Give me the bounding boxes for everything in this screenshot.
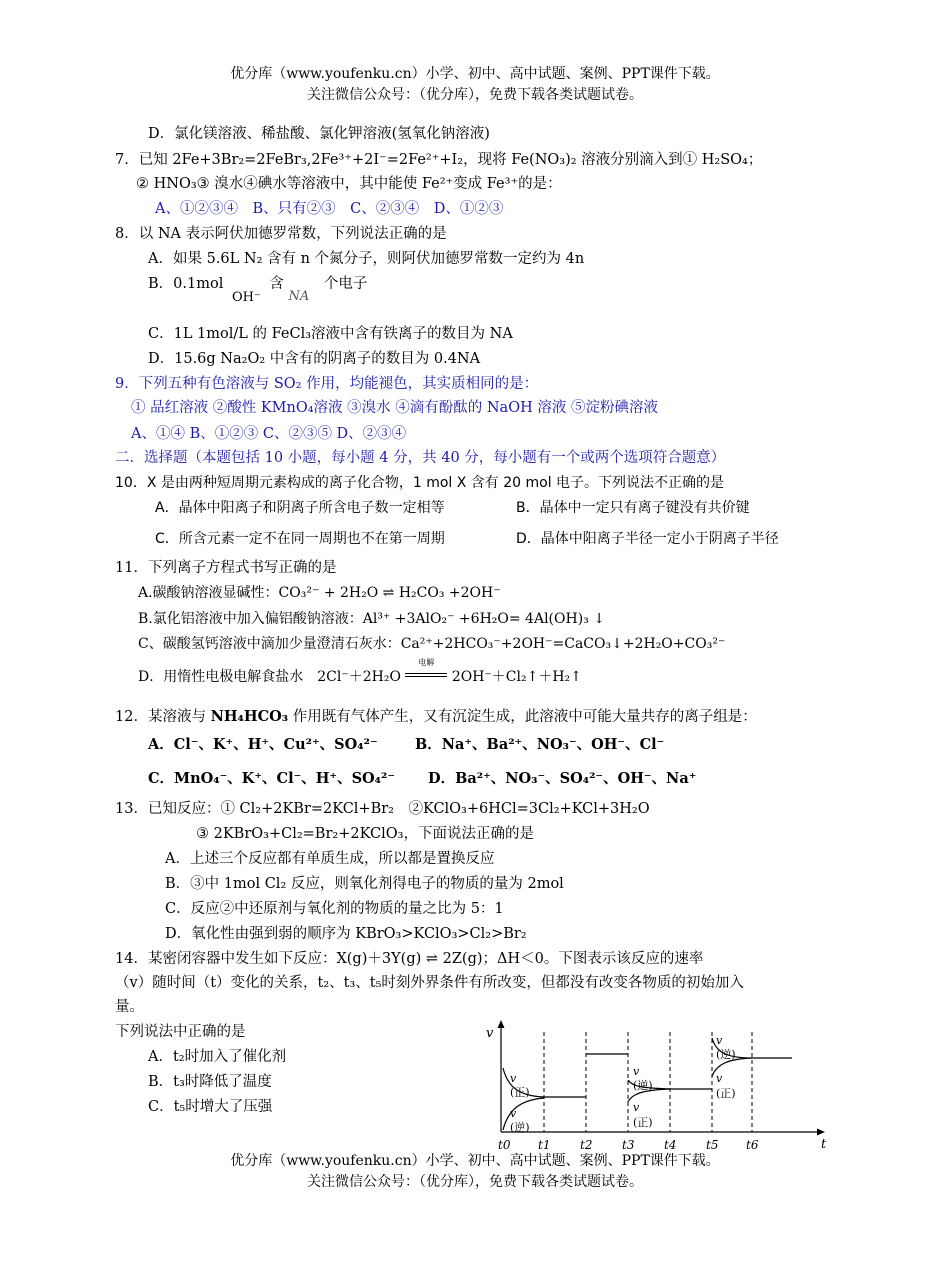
- q10-option-a: A．晶体中阳离子和阴离子所含电子数一定相等: [155, 500, 445, 516]
- footer-line-2: 关注微信公众号：（优分库），免费下载各类试题试卷。: [307, 1174, 643, 1190]
- label-v-forward-3: v: [716, 1072, 723, 1085]
- q9-options: A、①④ B、①②③ C、②③⑤ D、②③④: [131, 426, 407, 442]
- q8-option-d: D．15.6g Na₂O₂ 中含有的阴离子的数目为 0.4NA: [148, 351, 481, 367]
- q10-option-d: D．晶体中阳离子半径一定小于阴离子半径: [516, 531, 779, 547]
- label-v-forward-2: v: [633, 1101, 640, 1114]
- q11-option-d-post: 2OH⁻＋Cl₂↑＋H₂↑: [451, 669, 582, 685]
- q14-option-c: C．t₅时增大了压强: [148, 1099, 273, 1115]
- label-ni-1: (逆): [510, 1121, 530, 1134]
- q8-option-b-mid: 含: [269, 276, 284, 292]
- q10-stem: 10．X 是由两种短周期元素构成的离子化合物，1 mol X 含有 20 mol 电子。下列说法不正确的是: [115, 475, 725, 491]
- tick-t6: t6: [746, 1138, 759, 1152]
- q8-na-formula: NA: [288, 289, 310, 304]
- y-axis-label: v: [486, 1026, 494, 1041]
- q12-stem-pre: 12．某溶液与: [115, 709, 211, 725]
- x-axis-label: t: [821, 1137, 827, 1152]
- q7-line-2: ② HNO₃③ 溴水④碘水等溶液中，其中能使 Fe²⁺变成 Fe³⁺的是：: [136, 176, 562, 192]
- q14-line-3: 量。: [115, 999, 144, 1015]
- tick-t1: t1: [538, 1138, 551, 1152]
- q6-option-d: D．氯化镁溶液、稀盐酸、氯化钾溶液(氢氧化钠溶液): [148, 126, 490, 142]
- q12-option-b: B．Na⁺、Ba²⁺、NO₃⁻、OH⁻、Cl⁻: [415, 736, 665, 753]
- tick-t3: t3: [622, 1138, 635, 1152]
- q14-line-1: 14．某密闭容器中发生如下反应：X(g)＋3Y(g) ⇌ 2Z(g)；ΔH＜0。下图表示该反应的速率: [115, 951, 704, 967]
- q13-option-b: B．③中 1mol Cl₂ 反应，则氧化剂得电子的物质的量为 2mol: [165, 876, 564, 892]
- label-v-forward-1: v: [510, 1072, 517, 1085]
- q11-option-a: A.碳酸钠溶液显碱性：CO₃²⁻ + 2H₂O ⇌ H₂CO₃ +2OH⁻: [138, 585, 501, 601]
- q12-option-a: A．Cl⁻、K⁺、H⁺、Cu²⁺、SO₄²⁻: [148, 736, 378, 753]
- x-axis-arrow-icon: [817, 1129, 825, 1136]
- q7-options: A、①②③④ B、只有②③ C、②③④ D、①②③: [155, 201, 504, 217]
- q10-option-c: C．所含元素一定不在同一周期也不在第一周期: [155, 531, 445, 547]
- label-v-reverse-1: v: [510, 1107, 517, 1120]
- q9-items: ① 品红溶液 ②酸性 KMnO₄溶液 ③溴水 ④滴有酚酞的 NaOH 溶液 ⑤淀粉碘溶液: [131, 400, 658, 416]
- q11-option-d: [138, 658, 582, 687]
- q8-oh-formula: OH⁻: [231, 290, 261, 305]
- q9-stem: 9．下列五种有色溶液与 SO₂ 作用，均能褪色，其实质相同的是：: [115, 376, 539, 392]
- q8-option-b-pre: B．0.1mol: [148, 276, 224, 292]
- q11-electrolysis-label: 电解: [418, 658, 435, 667]
- q13-option-c: C．反应②中还原剂与氧化剂的物质的量之比为 5：1: [165, 901, 504, 917]
- footer-line-1: 优分库（www.youfenku.cn）小学、初中、高中试题、案例、PPT课件下载。: [230, 1153, 720, 1169]
- q14-option-a: A．t₂时加入了催化剂: [148, 1049, 287, 1065]
- q8-option-b-post: 个电子: [323, 276, 368, 292]
- tick-t0: t0: [498, 1138, 511, 1152]
- q11-option-c: C、碳酸氢钙溶液中滴加少量澄清石灰水：Ca²⁺+2HCO₃⁻+2OH⁻=CaCO₃↓+2H₂O+CO₃²⁻: [138, 636, 726, 652]
- section-2-title: 二．选择题（本题包括 10 小题，每小题 4 分，共 40 分，每小题有一个或两个选项符合题意）: [115, 450, 726, 466]
- q8-option-a: A．如果 5.6L N₂ 含有 n 个氮分子，则阿伏加德罗常数一定约为 4n: [148, 251, 585, 267]
- header-line-1: 优分库（www.youfenku.cn）小学、初中、高中试题、案例、PPT课件下载。: [230, 66, 720, 82]
- q12-option-c: C．MnO₄⁻、K⁺、Cl⁻、H⁺、SO₄²⁻: [148, 770, 396, 787]
- tick-t2: t2: [580, 1138, 593, 1152]
- label-v-reverse-3: v: [716, 1034, 723, 1047]
- q13-option-a: A．上述三个反应都有单质生成，所以都是置换反应: [165, 851, 495, 867]
- q12-stem-post: 作用既有气体产生，又有沉淀生成，此溶液中可能大量共存的离子组是：: [288, 709, 757, 725]
- q7-line-1: 7．已知 2Fe+3Br₂=2FeBr₃,2Fe³⁺+2I⁻=2Fe²⁺+I₂，现将 Fe(NO₃)₂ 溶液分别滴入到① H₂SO₄；: [115, 152, 763, 168]
- q14-ask: 下列说法中正确的是: [115, 1024, 246, 1040]
- q11-option-d-pre: D．用惰性电极电解食盐水 2Cl⁻＋2H₂O: [138, 669, 401, 685]
- label-zheng-2: (正): [633, 1116, 653, 1129]
- y-axis-arrow-icon: [498, 1020, 505, 1028]
- q10-option-b: B．晶体中一定只有离子键没有共价键: [516, 500, 750, 516]
- q13-option-d: D．氧化性由强到弱的顺序为 KBrO₃>KClO₃>Cl₂>Br₂: [165, 926, 527, 942]
- q11-option-b: B.氯化铝溶液中加入偏铝酸钠溶液：Al³⁺ +3AlO₂⁻ +6H₂O= 4Al(OH)₃ ↓: [138, 611, 605, 627]
- tick-t5: t5: [706, 1138, 719, 1152]
- q13-line-1: 13．已知反应：① Cl₂+2KBr=2KCl+Br₂ ②KClO₃+6HCl=3Cl₂+KCl+3H₂O: [115, 801, 650, 817]
- q8-option-c: C．1L 1mol/L 的 FeCl₃溶液中含有铁离子的数目为 NA: [148, 326, 513, 342]
- q12-stem-bold: NH₄HCO₃: [210, 708, 289, 725]
- label-zheng-1: (正): [510, 1086, 530, 1099]
- rate-time-graph: [480, 1018, 840, 1153]
- q11-stem: 11．下列离子方程式书写正确的是: [115, 560, 337, 576]
- label-ni-2: (逆): [633, 1079, 653, 1092]
- q8-stem: 8．以 NA 表示阿伏加德罗常数，下列说法正确的是: [115, 226, 447, 242]
- label-zheng-3: (正): [716, 1087, 736, 1100]
- q14-option-b: B．t₃时降低了温度: [148, 1074, 272, 1090]
- q12-stem: [115, 707, 757, 727]
- q12-option-d: D．Ba²⁺、NO₃⁻、SO₄²⁻、OH⁻、Na⁺: [428, 770, 697, 787]
- q13-line-2: ③ 2KBrO₃+Cl₂=Br₂+2KClO₃，下面说法正确的是: [196, 826, 534, 842]
- q14-line-2: （v）随时间（t）变化的关系，t₂、t₃、t₅时刻外界条件有所改变，但都没有改变各物质的初始加入: [115, 975, 744, 991]
- label-ni-3: (逆): [716, 1048, 736, 1061]
- header-line-2: 关注微信公众号：（优分库），免费下载各类试题试卷。: [307, 87, 643, 103]
- q8-option-b: [148, 274, 368, 305]
- tick-t4: t4: [664, 1138, 677, 1152]
- label-v-reverse-2: v: [633, 1065, 640, 1078]
